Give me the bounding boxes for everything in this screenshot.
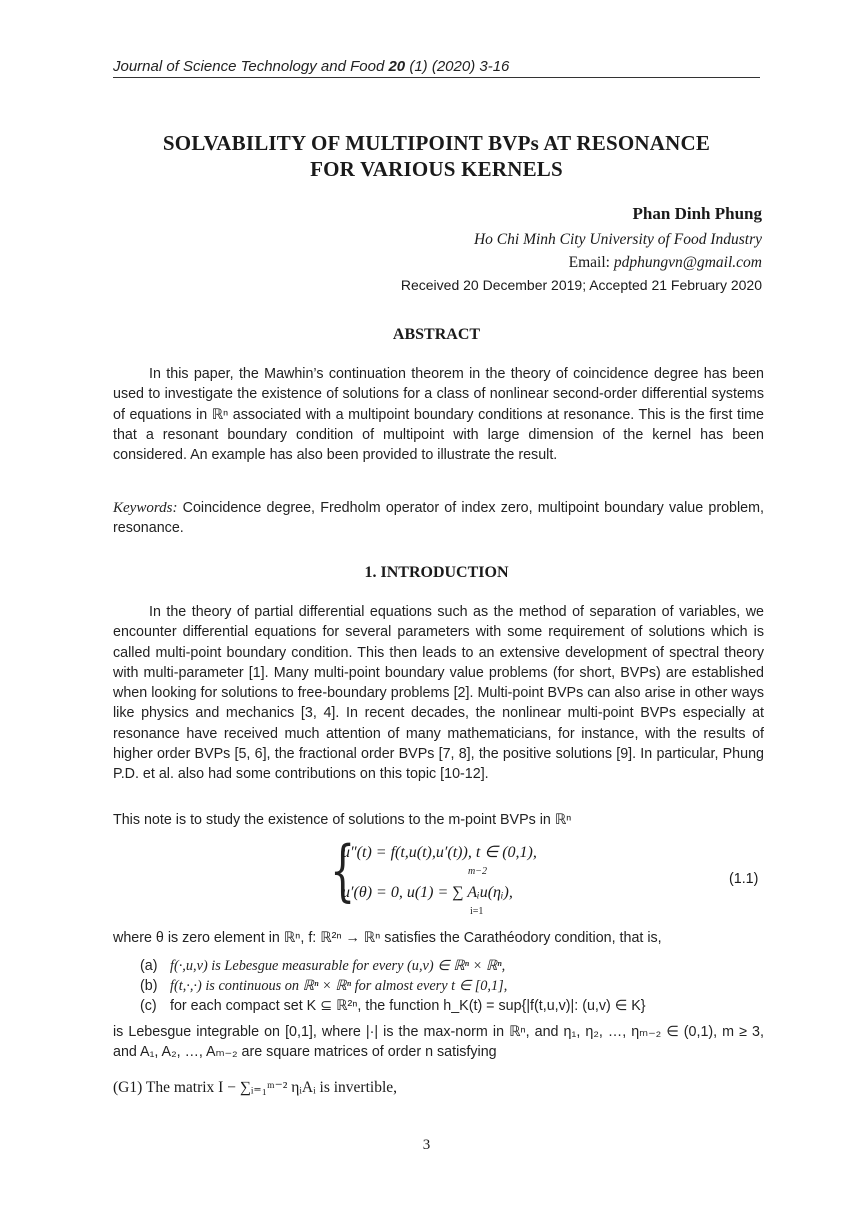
journal-header xyxy=(113,58,509,75)
journal-name: Journal of Science Technology and Food xyxy=(113,58,385,75)
author-email-line xyxy=(569,254,762,272)
sum-lower-limit: i=1 xyxy=(470,906,484,917)
author-email[interactable]: pdphungvn@gmail.com xyxy=(613,254,762,271)
journal-issue-pages: (1) (2020) 3-16 xyxy=(409,58,510,75)
sum-upper-limit: m−2 xyxy=(468,866,487,877)
condition-a-label: (a) xyxy=(140,958,158,974)
equation-brace: { xyxy=(330,832,356,909)
keywords xyxy=(113,498,764,539)
equation-number: (1.1) xyxy=(729,871,759,887)
introduction-heading: 1. INTRODUCTION xyxy=(364,564,509,581)
introduction-paragraph: In the theory of partial differential equations such as the method of separation of variables, we encounter differential equations for several parameters with some requirement of solutions which is called multi-point boundary condition. This then leads to an extensive development of spectral theory with multi-parameter [1]. Many multi-point boundary value problems (for short, BVPs) are established when looking for solutions to free-boundary problems [2]. Multi-point BVPs can also arise in other ways like physics and mechanics [3, 4]. In recent decades, the nonlinear multi-point BVPs especially at resonance have received much attention of many mathematicians, for instance, with the results of higher order BVPs [5, 6], the fractional order BVPs [7, 8], the positive solutions [9]. In particular, Phung P.D. et al. also had some contributions on this topic [10-12]. xyxy=(113,604,764,783)
received-dates: Received 20 December 2019; Accepted 21 February 2020 xyxy=(400,277,762,293)
condition-a xyxy=(140,956,764,976)
keywords-text: Coincidence degree, Fredholm operator of index zero, multipoint boundary value problem, resonance. xyxy=(113,500,764,537)
abstract-heading: ABSTRACT xyxy=(392,326,481,343)
paper-title xyxy=(113,130,760,182)
journal-volume: 20 xyxy=(388,58,406,75)
conditions-intro: where θ is zero element in ℝⁿ, f: ℝ²ⁿ → ℝⁿ satisfies the Carathéodory condition, that is, xyxy=(113,930,662,946)
title-line-2: FOR VARIOUS KERNELS xyxy=(310,157,563,181)
condition-c xyxy=(140,996,764,1016)
condition-c-label: (c) xyxy=(140,998,157,1014)
condition-b-label: (b) xyxy=(140,978,158,994)
conditions-after: is Lebesgue integrable on [0,1], where |·| is the max-norm in ℝⁿ, and η₁, η₂, …, ηₘ₋₂ ∈ (0,1), m ≥ 3, and A₁, A₂, …, Aₘ₋₂ are square matrices of order n satisfying xyxy=(113,1024,764,1061)
condition-g1: (G1) The matrix I − ∑ᵢ₌₁ᵐ⁻² ηᵢAᵢ is invertible, xyxy=(113,1079,398,1096)
equation-line-2: u′(θ) = 0, u(1) = ∑ Aᵢu(ηᵢ), xyxy=(342,884,513,901)
author-name: Phan Dinh Phung xyxy=(632,204,762,223)
condition-b xyxy=(140,976,764,996)
condition-a-text: f(·,u,v) is Lebesgue measurable for every (u,v) ∈ ℝⁿ × ℝⁿ, xyxy=(170,958,506,974)
page-number: 3 xyxy=(422,1137,431,1153)
condition-c-text: for each compact set K ⊆ ℝ²ⁿ, the function h_K(t) = sup{|f(t,u,v)|: (u,v) ∈ K} xyxy=(170,998,646,1014)
equation-line-1: u″(t) = f(t,u(t),u′(t)), t ∈ (0,1), xyxy=(342,844,537,861)
author-affiliation: Ho Chi Minh City University of Food Industry xyxy=(473,231,762,248)
study-note: This note is to study the existence of solutions to the m-point BVPs in ℝⁿ xyxy=(113,812,572,828)
email-label: Email: xyxy=(568,254,614,271)
condition-b-text: f(t,·,·) is continuous on ℝⁿ × ℝⁿ for almost every t ∈ [0,1], xyxy=(170,978,508,994)
abstract-text: In this paper, the Mawhin’s continuation theorem in the theory of coincidence degree has been used to investigate the existence of solutions for a class of nonlinear second-order differential systems of equations in ℝⁿ associated with a multipoint boundary conditions at resonance. This is the first time that a resonant boundary condition of multipoint with large dimension of the kernel has been considered. An example has also been provided to illustrate the result. xyxy=(113,366,764,464)
title-line-1: SOLVABILITY OF MULTIPOINT BVPs AT RESONANCE xyxy=(162,131,711,155)
keywords-label: Keywords: xyxy=(113,500,178,516)
header-rule xyxy=(113,77,760,78)
equation-1-1 xyxy=(330,832,590,917)
